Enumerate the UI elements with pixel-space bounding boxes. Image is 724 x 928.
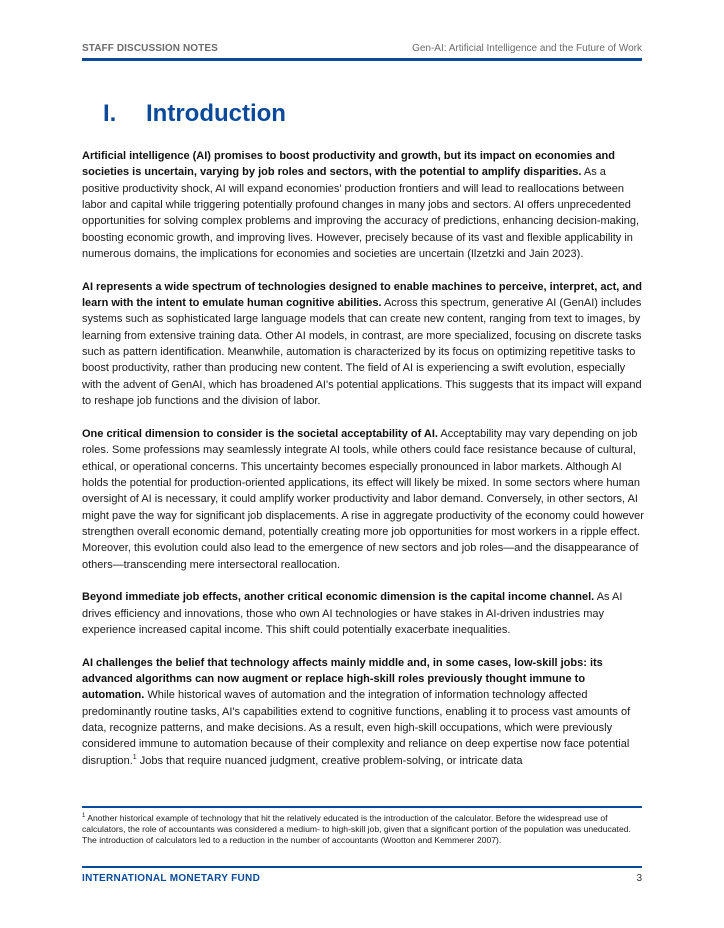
running-header — [82, 43, 642, 57]
footnotes — [82, 813, 644, 847]
page-number: 3 — [636, 873, 642, 884]
paragraph-body: As AI drives efficiency and innovations, those who own AI technologies or have stakes in AI-driven industries may experience increased capital income. This shift could potentially exacerbate inequalities. — [82, 591, 623, 636]
footnote — [82, 813, 644, 847]
footnote-text: Another historical example of technology that hit the relatively educated is the introduction of the calculator. Before the widespread use of calculators, the role of accountants was considered a medium- to high-skill job, given that a significant portion of the population was uneducated. The introduction of calculators led to a reduction in the number of accountants (Wootton and Kemmerer 2007). — [82, 813, 631, 846]
paragraph — [82, 148, 644, 262]
series-title: STAFF DISCUSSION NOTES — [82, 43, 218, 54]
section-number: I. — [103, 100, 117, 127]
paragraph-lead: One critical dimension to consider is the societal acceptability of AI. — [82, 427, 438, 440]
paragraph-lead: Artificial intelligence (AI) promises to boost productivity and growth, but its impact on economies and societies is uncertain, varying by job roles and sectors, with the potential to amplify disparities. — [82, 150, 615, 179]
section-title: Introduction — [146, 100, 286, 127]
paragraph-body: Acceptability may vary depending on job roles. Some professions may seamlessly integrate AI tools, while others could face resistance because of cultural, ethical, or operational concerns. This uncertainty becomes especially pronounced in labor markets. Although AI holds the potential for production-oriented applications, its effect will likely be mixed. In some sectors where human oversight of AI is necessary, it could amplify worker productivity and labor demand. Conversely, in other sectors, AI might pave the way for significant job displacements. A rise in aggregate productivity of the economy could however strengthen overall economic demand, potentially creating more job opportunities for most workers in a ripple effect. Moreover, this evolution could also lead to the emergence of new sectors and job roles—and the disappearance of others—transcending mere intersectoral reallocation. — [82, 427, 644, 571]
paragraph-lead: AI represents a wide spectrum of technologies designed to enable machines to perceive, interpret, act, and learn with the intent to emulate human cognitive abilities. — [82, 280, 642, 310]
paragraph — [82, 655, 644, 769]
paragraph — [82, 589, 644, 638]
footnote-divider — [82, 806, 642, 808]
paragraph-lead: AI challenges the belief that technology affects mainly middle and, in some cases, low-skill jobs: its advanced algorithms can now augment or replace high-skill roles previously thought immune to automation. — [82, 656, 603, 702]
paragraph-body-continued: Jobs that require nuanced judgment, creative problem-solving, or intricate data — [136, 754, 523, 767]
header-divider — [82, 58, 642, 61]
footnote-reference[interactable]: 1 — [132, 753, 137, 761]
paragraph — [82, 426, 644, 573]
paragraph-body: While historical waves of automation and the integration of information technology affected predominantly routine tasks, AI's capabilities extend to cognitive functions, enabling it to process vast amounts of data, recognize patterns, and make decisions. As a result, even high-skill occupations, which were previously considered immune to automation because of their complexity and reliance on deep expertise now face potential disruption. — [82, 689, 631, 767]
body-text — [82, 148, 644, 785]
document-title: Gen-AI: Artificial Intelligence and the Future of Work — [412, 43, 642, 54]
paragraph — [82, 279, 644, 410]
running-footer — [82, 873, 642, 887]
section-heading — [103, 100, 286, 128]
footnote-marker: 1 — [82, 813, 86, 819]
paragraph-lead: Beyond immediate job effects, another critical economic dimension is the capital income channel. — [82, 591, 595, 604]
footer-divider — [82, 866, 642, 868]
paragraph-body: As a positive productivity shock, AI will expand economies' production frontiers and will lead to reallocations between labor and capital while triggering potentially profound changes in many jobs and sectors. AI offers unprecedented opportunities for solving complex problems and improving the accuracy of predictions, enhancing decision-making, boosting economic growth, and improving lives. However, precisely because of its vast and flexible applicability in numerous domains, the implications for economies and societies are uncertain (Ilzetzki and Jain 2023). — [82, 166, 640, 261]
organization-name: INTERNATIONAL MONETARY FUND — [82, 873, 261, 884]
paragraph-body: Across this spectrum, generative AI (GenAI) includes systems such as sophisticated large language models that can create new content, ranging from text to images, by learning from extensive training data. Other AI models, in contrast, are more specialized, focusing on discrete tasks such as pattern identification. Meanwhile, automation is characterized by its focus on optimizing repetitive tasks to boost productivity, rather than producing new content. The field of AI is experiencing a swift evolution, especially with the advent of GenAI, which has broadened AI's potential applications. This suggests that its impact will expand to reshape job functions and the division of labor. — [82, 297, 642, 408]
